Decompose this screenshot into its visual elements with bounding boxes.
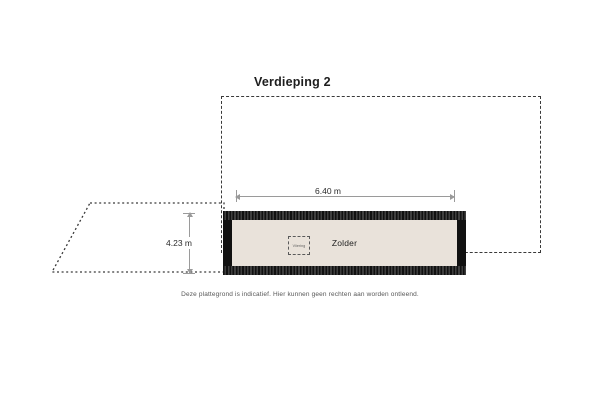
disclaimer-text: Deze plattegrond is indicatief. Hier kunnen geen rechten aan worden ontleend. bbox=[181, 291, 419, 298]
vliering-label: Vliering bbox=[292, 243, 306, 248]
wall-hatching-top bbox=[223, 211, 466, 220]
room-floor-area bbox=[232, 220, 457, 266]
plot-outline-right-bottom bbox=[460, 252, 541, 253]
page-title: Verdieping 2 bbox=[254, 75, 331, 89]
plot-outline-left bbox=[50, 200, 225, 275]
wall-hatching-bottom bbox=[223, 266, 466, 275]
dimension-line-width bbox=[236, 196, 454, 197]
dimension-label-depth: 4.23 m bbox=[163, 237, 195, 249]
dimension-label-width: 6.40 m bbox=[311, 186, 345, 196]
room-label-zolder: Zolder bbox=[331, 238, 358, 248]
room-zolder bbox=[223, 211, 466, 275]
